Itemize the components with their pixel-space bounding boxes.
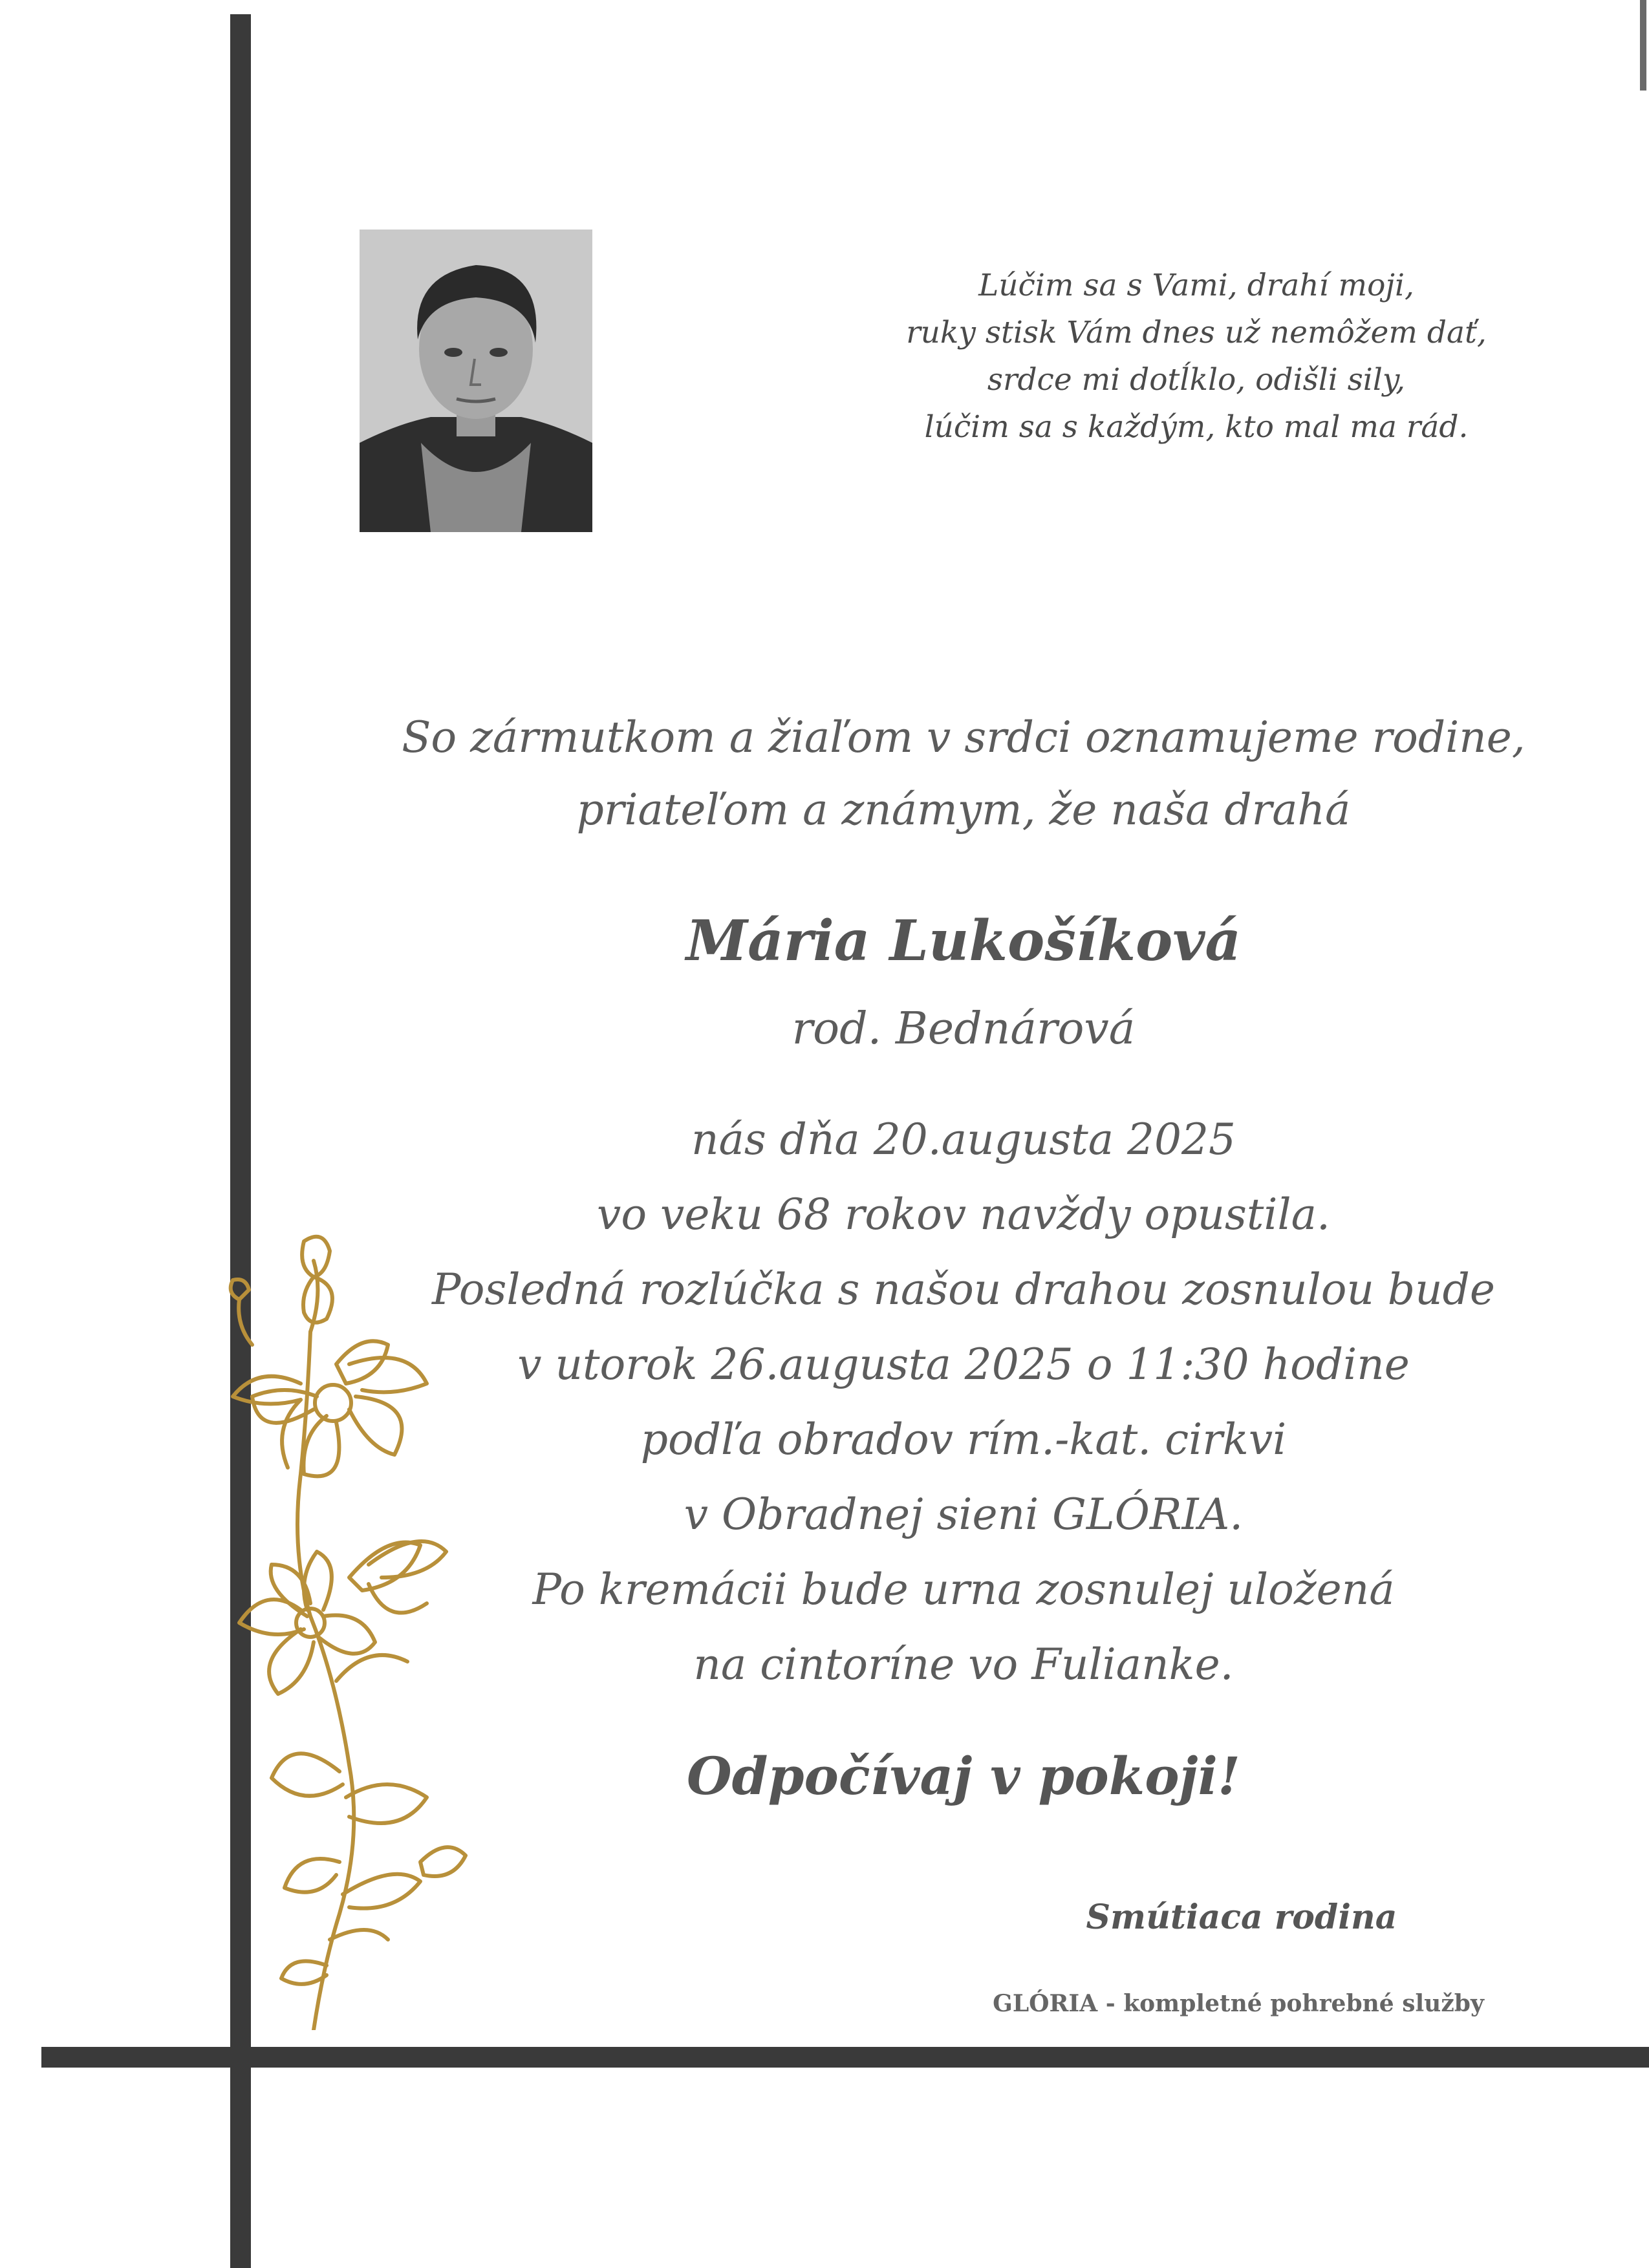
intro-line: So zármutkom a žiaľom v srdci oznamujeme rodine, xyxy=(402,712,1525,762)
poem-line: ruky stisk Vám dnes už nemôžem dať, xyxy=(906,315,1487,350)
intro-line: priateľom a známym, že naša drahá xyxy=(576,785,1351,835)
signature: Smútiaca rodina xyxy=(1086,1898,1397,1937)
body-line: Po kremácii bude urna zosnulej uložená xyxy=(532,1565,1395,1614)
farewell-poem xyxy=(841,262,1552,451)
body-line: v Obradnej sieni GLÓRIA. xyxy=(684,1490,1244,1539)
frame-edge-mark xyxy=(1640,0,1646,91)
announcement-body xyxy=(362,1102,1565,1702)
portrait-photo xyxy=(360,230,592,532)
poem-line: Lúčim sa s Vami, drahí moji, xyxy=(978,268,1414,303)
body-line: Posledná rozlúčka s našou drahou zosnulou bude xyxy=(431,1265,1495,1314)
body-line: na cintoríne vo Fulianke. xyxy=(693,1640,1234,1689)
announcement-intro xyxy=(362,701,1565,846)
frame-horizontal-line xyxy=(41,2047,1649,2068)
funeral-company: GLÓRIA - kompletné pohrebné služby xyxy=(993,1990,1484,2017)
gold-floral-branch-icon xyxy=(175,1215,511,2030)
body-line: podľa obradov rím.-kat. cirkvi xyxy=(640,1415,1287,1464)
deceased-name: Mária Lukošíková xyxy=(685,908,1242,974)
maiden-name: rod. Bednárová xyxy=(792,1003,1136,1054)
body-line: vo veku 68 rokov navždy opustila. xyxy=(597,1190,1330,1239)
farewell-heading: Odpočívaj v pokoji! xyxy=(686,1746,1240,1806)
poem-line: lúčim sa s každým, kto mal ma rád. xyxy=(924,409,1469,445)
poem-line: srdce mi dotĺklo, odišli sily, xyxy=(987,362,1406,398)
body-line: v utorok 26.augusta 2025 o 11:30 hodine xyxy=(517,1340,1410,1389)
body-line: nás dňa 20.augusta 2025 xyxy=(691,1115,1236,1164)
